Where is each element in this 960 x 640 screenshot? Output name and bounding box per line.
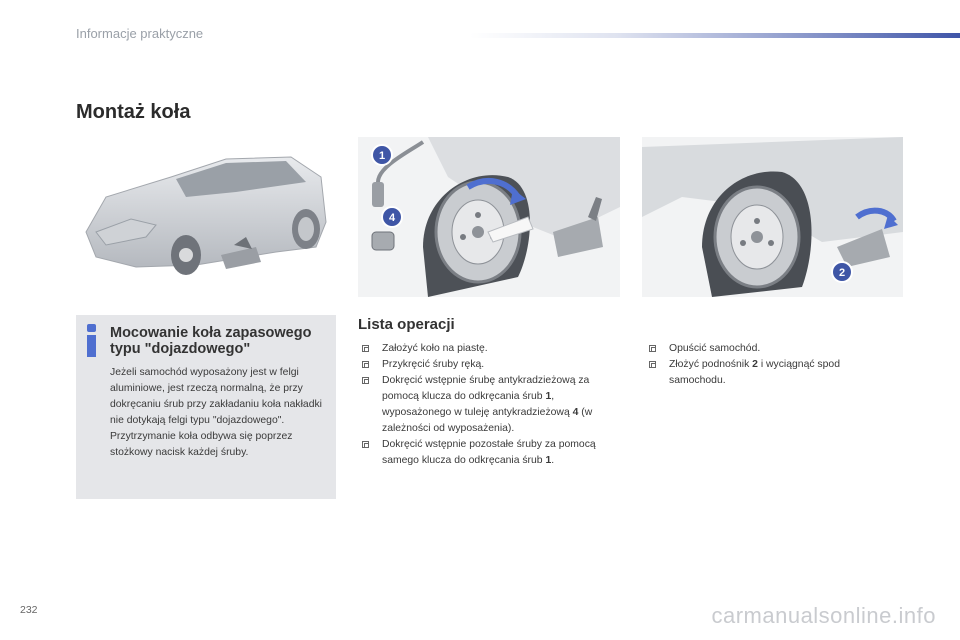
operations-list-col2 — [645, 341, 895, 389]
info-icon — [84, 324, 100, 358]
watermark: carmanualsonline.info — [711, 603, 936, 628]
info-text: Jeżeli samochód wyposażony jest w felgi aluminiowe, jest rzeczą normalną, że przy dokręcaniu śrub przy zakładaniu koła nakładki nie dotykają felgi typu "dojazdowego". Przytrzymanie koła odbywa się poprzez stożkowy nacisk każdej śruby. — [110, 367, 322, 458]
checkbox-bullet-icon — [362, 377, 369, 384]
checkbox-bullet-icon — [649, 345, 656, 352]
checkbox-bullet-icon — [362, 361, 369, 368]
callout-1-label: 1 — [378, 150, 386, 162]
list-item: Dokręcić wstępnie pozostałe śruby za pomocą samego klucza do odkręcania śrub 1. — [358, 437, 622, 469]
lowered-car-illustration — [642, 137, 903, 297]
checkbox-bullet-icon — [649, 361, 656, 368]
callout-2-label: 2 — [838, 267, 846, 279]
info-heading: Mocowanie koła zapasowego typu "dojazdowego" — [110, 325, 312, 357]
header-accent-bar — [470, 33, 960, 38]
wheel-tools-illustration — [358, 137, 620, 297]
header-section-title: Informacje praktyczne — [76, 26, 204, 41]
operations-heading: Lista operacji — [358, 316, 455, 333]
list-item: Założyć koło na piastę. — [358, 341, 622, 357]
car-lifted-illustration — [76, 137, 334, 297]
operations-list-col1 — [358, 341, 622, 469]
list-item: Dokręcić wstępnie śrubę antykradzieżową za pomocą klucza do odkręcania śrub 1, wyposażonego w tuleję antykradzieżową 4 (w zależności od wyposażenia). — [358, 373, 622, 437]
list-item: Przykręcić śruby ręką. — [358, 357, 622, 373]
callout-4-label: 4 — [388, 212, 396, 224]
car-lifted-svg — [76, 137, 334, 297]
lowered-car-svg — [642, 137, 903, 297]
checkbox-bullet-icon — [362, 345, 369, 352]
list-item: Opuścić samochód. — [645, 341, 895, 357]
checkbox-bullet-icon — [362, 441, 369, 448]
page-number: 232 — [20, 604, 38, 616]
info-box — [76, 315, 336, 499]
wheel-tools-svg — [358, 137, 620, 297]
list-item: Złożyć podnośnik 2 i wyciągnąć spod samochodu. — [645, 357, 895, 389]
page-title: Montaż koła — [76, 101, 191, 123]
